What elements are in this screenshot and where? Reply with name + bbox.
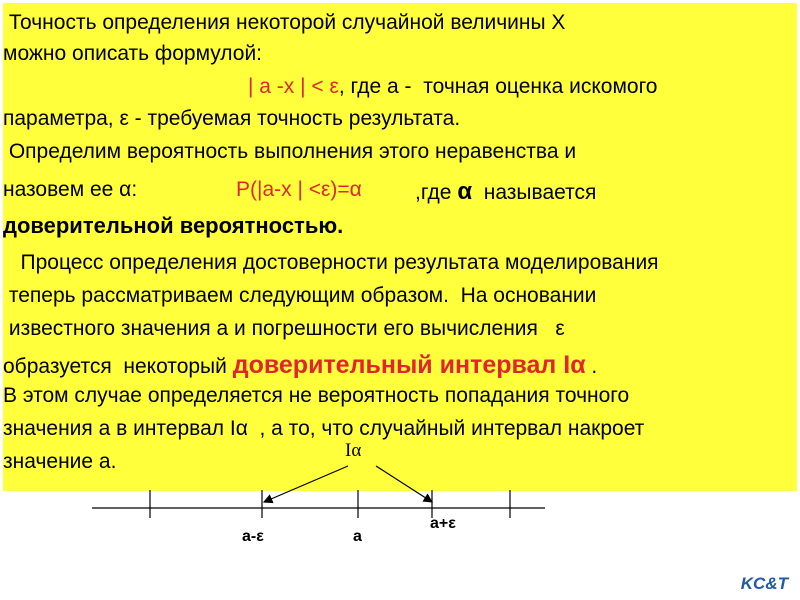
interval-label: Iα [345,440,362,461]
alpha-symbol: α [457,178,473,205]
formula-inequality: | а -х | < ε [248,75,339,98]
center-label: а [353,528,362,545]
probability-formula: P(|а-х | <ε)=α [236,178,362,201]
text-segment: известного значения а и погрешности его вычисления ε [3,317,565,340]
right-bound-label: а+ε [430,515,456,532]
brand-logo: KC&T [740,574,788,593]
right-arrow [376,466,432,502]
text-segment: теперь рассматриваем следующим образом. На основании [3,284,597,307]
text-segment: В этом случае определяется не вероятность попадания точного [3,384,630,407]
text-segment: называется [472,181,597,204]
text-segment: . [585,355,598,378]
text-segment: Точность определения некоторой случайной величины Х [3,11,566,34]
confidence-probability-term: доверительной вероятностью. [3,213,344,238]
text-segment: значение а. [3,450,117,473]
confidence-interval-term: доверительный интервал Iα [232,351,586,379]
text-segment: , где а - точная оценка искомого [338,75,658,98]
text-segment: Определим вероятность выполнения этого неравенства и [3,140,577,163]
text-segment: назовем ее α: [3,178,138,201]
text-segment: можно описать формулой: [3,42,263,65]
text-segment: значения а в интервал Iα , а то, что случайный интервал накроет [3,417,645,440]
text-segment: образуется некоторый [3,355,233,378]
left-arrow [264,466,348,502]
text-segment: ,где [415,181,458,204]
left-bound-label: а-ε [242,528,264,545]
text-segment: Процесс определения достоверности результата моделирования [3,251,659,274]
text-segment: параметра, ε - требуемая точность результата. [3,107,461,130]
